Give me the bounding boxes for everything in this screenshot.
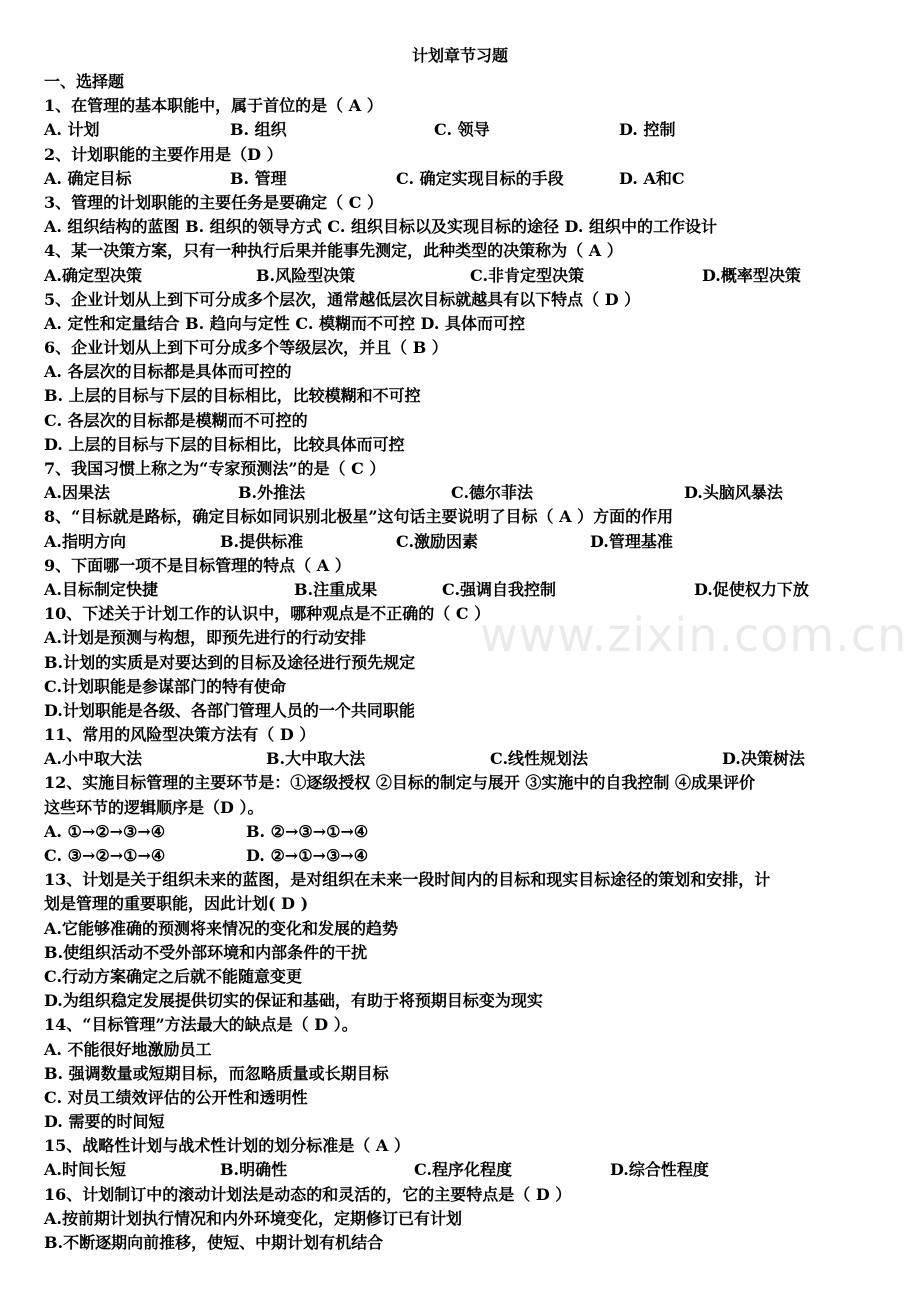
option-text: B.大中取大法	[266, 749, 366, 769]
text-line: A.计划是预测与构想，即预先进行的行动安排	[44, 628, 366, 648]
option-row	[44, 1158, 884, 1182]
option-text: B. 组织	[230, 120, 287, 140]
text-line: 5、企业计划从上到下可分成多个层次，通常越低层次目标就越具有以下特点（ D ）	[44, 289, 641, 309]
option-text: C. ③→②→①→④	[44, 846, 166, 865]
option-text: B.明确性	[220, 1160, 288, 1180]
option-row	[44, 118, 884, 142]
option-text: B.风险型决策	[256, 265, 356, 285]
option-row	[44, 167, 884, 191]
text-line: 13、计划是关于组织未来的蓝图，是对组织在未来一段时间内的目标和现实目标途径的策划和安排，计	[44, 870, 771, 890]
option-text: C. 确定实现目标的手段	[396, 168, 564, 188]
text-line: 14、“目标管理”方法最大的缺点是（ D ）。	[44, 1015, 358, 1035]
text-line: C. 对员工绩效评估的公开性和透明性	[44, 1087, 308, 1107]
text-line: A. 定性和定量结合 B. 趋向与定性 C. 模糊而不可控 D. 具体而可控	[44, 313, 525, 333]
option-text: D.概率型决策	[702, 265, 801, 285]
option-text: A.指明方向	[44, 531, 126, 551]
option-text: C.强调自我控制	[442, 579, 557, 599]
text-line: 8、“目标就是路标，确定目标如同识别北极星”这句话主要说明了目标（ A ）方面的作用	[44, 507, 674, 527]
text-line: A. 不能很好地激励员工	[44, 1039, 212, 1059]
text-line: A. 组织结构的蓝图 B. 组织的领导方式 C. 组织目标以及实现目标的途径 D. 组织中的工作设计	[44, 217, 717, 237]
text-line: 2、计划职能的主要作用是（D ）	[44, 144, 283, 164]
option-row	[44, 481, 884, 505]
option-text: D.促使权力下放	[694, 579, 809, 599]
option-text: B. 管理	[230, 168, 287, 188]
option-text: D. ②→①→③→④	[246, 846, 369, 865]
option-text: D.管理基准	[590, 531, 673, 551]
text-line: 10、下述关于计划工作的认识中，哪种观点是不正确的（ C ）	[44, 604, 491, 624]
option-text: C.程序化程度	[414, 1160, 513, 1180]
text-line: 一、选择题	[44, 72, 125, 91]
text-line: 这些环节的逻辑顺序是（D ）。	[44, 797, 264, 817]
text-line: 15、战略性计划与战术性计划的划分标准是（ A ）	[44, 1136, 410, 1156]
option-text: B.外推法	[238, 483, 306, 503]
option-text: A.确定型决策	[44, 265, 142, 285]
option-text: C.激励因素	[396, 531, 479, 551]
text-line: A.它能够准确的预测将来情况的变化和发展的趋势	[44, 918, 398, 938]
option-row	[44, 530, 884, 554]
option-text: A.目标制定快捷	[44, 579, 158, 599]
text-line: D.为组织稳定发展提供切实的保证和基础，有助于将预期目标变为现实	[44, 991, 543, 1011]
text-line: 11、常用的风险型决策方法有（ D ）	[44, 725, 316, 745]
text-line: 划是管理的重要职能，因此计划( D )	[44, 894, 309, 914]
text-line: B. 强调数量或短期目标，而忽略质量或长期目标	[44, 1063, 389, 1083]
text-line: 3、管理的计划职能的主要任务是要确定（ C ）	[44, 192, 384, 212]
text-line: C.行动方案确定之后就不能随意变更	[44, 966, 303, 986]
watermark: www.zixin.com.cn	[480, 608, 908, 662]
text-line: B.计划的实质是对要达到的目标及途径进行预先规定	[44, 652, 416, 672]
option-row	[44, 820, 884, 844]
option-text: B. ②→③→①→④	[246, 821, 369, 841]
text-line: B. 上层的目标与下层的目标相比，比较模糊和不可控	[44, 386, 421, 406]
option-text: B.提供标准	[220, 531, 304, 551]
option-text: C.德尔菲法	[451, 483, 534, 503]
option-text: D. A和C	[619, 168, 685, 188]
text-line: A. 各层次的目标都是具体而可控的	[44, 362, 292, 382]
option-text: D. 控制	[619, 120, 676, 140]
option-text: D.决策树法	[722, 749, 805, 769]
text-line: D. 需要的时间短	[44, 1112, 165, 1132]
option-row	[44, 578, 884, 602]
question-list	[44, 70, 884, 1255]
option-text: D.头脑风暴法	[684, 483, 783, 503]
text-line: 7、我国习惯上称之为“专家预测法”的是（ C ）	[44, 459, 386, 478]
option-text: C.线性规划法	[490, 749, 589, 769]
page-title: 计划章节习题	[411, 46, 508, 65]
text-line: D. 上层的目标与下层的目标相比，比较具体而可控	[44, 434, 405, 454]
text-line: 1、在管理的基本职能中，属于首位的是（ A ）	[44, 96, 383, 116]
option-row	[44, 844, 884, 868]
option-text: A. 确定目标	[44, 168, 132, 188]
option-text: C. 领导	[434, 120, 490, 140]
text-line: 9、下面哪一项不是目标管理的特点（ A ）	[44, 555, 351, 575]
option-text: A. 计划	[44, 120, 100, 140]
text-line: 16、计划制订中的滚动计划法是动态的和灵活的，它的主要特点是（ D ）	[44, 1184, 572, 1204]
option-row	[44, 747, 884, 771]
option-text: A.小中取大法	[44, 749, 142, 769]
text-line: C. 各层次的目标都是模糊而不可控的	[44, 410, 308, 430]
text-line: 6、企业计划从上到下可分成多个等级层次，并且（ B ）	[44, 338, 448, 358]
option-row	[44, 264, 884, 288]
option-text: D.综合性程度	[610, 1160, 709, 1180]
text-line: 12、实施目标管理的主要环节是：①逐级授权 ②目标的制定与展开 ③实施中的自我控制 ④成果评价	[44, 773, 755, 793]
option-text: A.时间长短	[44, 1160, 126, 1180]
text-line: D.计划职能是各级、各部门管理人员的一个共同职能	[44, 700, 415, 720]
text-line: A.按前期计划执行情况和内外环境变化，定期修订已有计划	[44, 1208, 462, 1228]
text-line: B.不断逐期向前推移，使短、中期计划有机结合	[44, 1233, 384, 1252]
option-text: B.注重成果	[294, 579, 378, 599]
option-text: A. ①→②→③→④	[44, 821, 166, 841]
option-text: A.因果法	[44, 483, 110, 503]
text-line: 4、某一决策方案，只有一种执行后果并能事先测定，此种类型的决策称为（ A ）	[44, 241, 623, 261]
text-line: C.计划职能是参谋部门的特有使命	[44, 676, 287, 696]
option-text: C.非肯定型决策	[470, 265, 585, 285]
text-line: B.使组织活动不受外部环境和内部条件的干扰	[44, 942, 368, 962]
